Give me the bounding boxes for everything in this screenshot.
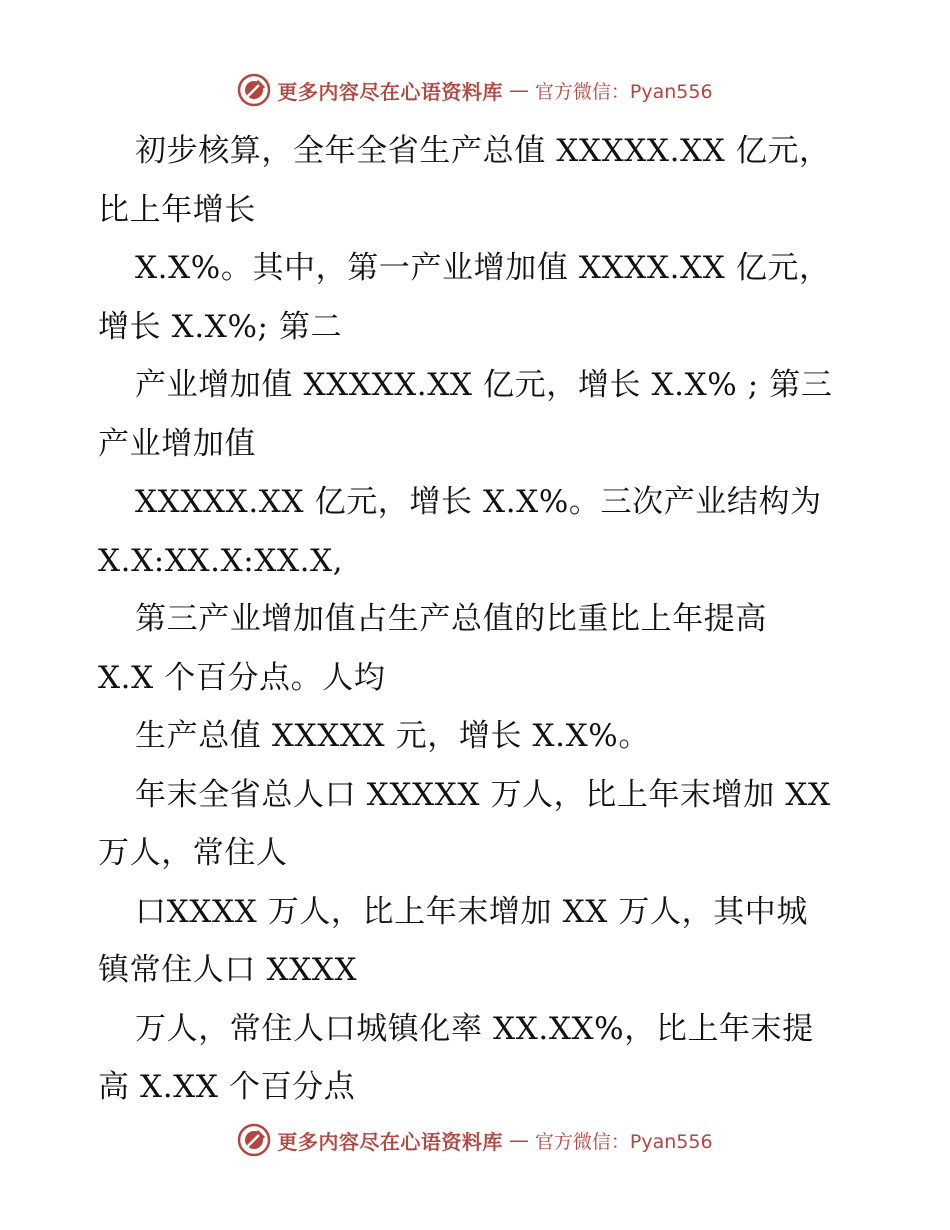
text-line: 高 X.XX 个百分点 xyxy=(98,1069,356,1105)
text-line: 比上年增长 xyxy=(98,191,256,228)
text-line: 增长 X.X%; 第二 xyxy=(98,308,343,345)
text-line: 万人，常住人 xyxy=(98,835,288,871)
watermark-brand: 更多内容尽在心语资料库 xyxy=(277,79,503,104)
text-line: 初步核算，全年全省生产总值 XXXXX.XX 亿元， xyxy=(135,133,831,169)
text-line: 产业增加值 xyxy=(98,425,256,462)
text-line: 第三产业增加值占生产总值的比重比上年提高 xyxy=(135,601,767,637)
text-line: X.X:XX.X:XX.X, xyxy=(98,542,344,579)
document-body xyxy=(98,122,868,1117)
text-line: X.X%。其中，第一产业增加值 XXXX.XX 亿元， xyxy=(135,250,831,286)
watermark-brand: 更多内容尽在心语资料库 xyxy=(277,1129,503,1154)
watermark-header xyxy=(0,70,950,110)
seal-logo-icon xyxy=(237,1123,271,1157)
text-line: 万人，常住人口城镇化率 XX.XX%，比上年末提 xyxy=(135,1010,814,1047)
text-line: 生产总值 XXXXX 元，增长 X.X%。 xyxy=(135,718,650,754)
watermark-footer xyxy=(0,1120,950,1160)
text-line: 年末全省总人口 XXXXX 万人，比上年末增加 XX xyxy=(135,776,831,813)
text-line: XXXXX.XX 亿元，增长 X.X%。三次产业结构为 xyxy=(135,484,822,520)
watermark-contact: 官方微信：Pyan556 xyxy=(534,1130,713,1153)
watermark-separator: — xyxy=(508,1128,529,1152)
watermark-separator: — xyxy=(508,78,529,102)
seal-logo-icon xyxy=(237,73,271,107)
text-line: 镇常住人口 XXXX xyxy=(98,952,358,988)
text-line: X.X 个百分点。人均 xyxy=(98,659,386,696)
watermark-contact: 官方微信：Pyan556 xyxy=(534,80,713,103)
text-line: 口XXXX 万人，比上年末增加 XX 万人，其中城 xyxy=(135,893,808,930)
text-line: 产业增加值 XXXXX.XX 亿元，增长 X.X% ; 第三 xyxy=(135,367,833,403)
